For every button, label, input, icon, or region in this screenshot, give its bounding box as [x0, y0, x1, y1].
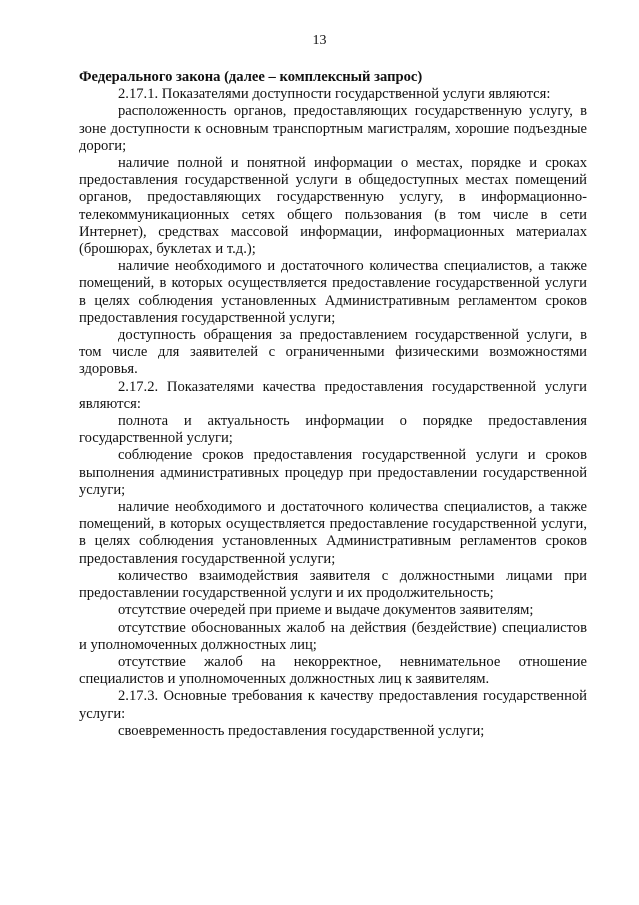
paragraph-accessibility: доступность обращения за предоставлением государственной услуги, в том числе для заявителей с ограниченными физическими возможностями здоровья. — [79, 327, 587, 378]
paragraph-no-incorrect: отсутствие жалоб на некорректное, невнимательное отношение специалистов и уполномоченных должностных лиц к заявителям. — [79, 653, 587, 688]
paragraph-information: наличие полной и понятной информации о местах, порядке и сроках предоставления государственной услуги в общедоступных местах помещений органов, предоставляющих государственную услугу, в информационно-телекоммуникационных сетях общего пользования (в том числе в сети Интернет), средствах массовой информации, информационных материалах (брошюрах, буклетах и т.д.); — [79, 155, 587, 258]
paragraph-2-17-3: 2.17.3. Основные требования к качеству предоставления государственной услуги: — [79, 688, 587, 722]
paragraph-location: расположенность органов, предоставляющих государственную услугу, в зоне доступности к основным транспортным магистралям, хорошие подъездные дороги; — [79, 103, 587, 154]
page-number: 13 — [312, 33, 327, 48]
lead-line: Федерального закона (далее – комплексный запрос) — [79, 69, 423, 85]
paragraph-timeliness: своевременность предоставления государственной услуги; — [118, 722, 485, 739]
paragraph-interactions: количество взаимодействия заявителя с должностными лицами при предоставлении государственной услуги и их продолжительность; — [79, 567, 587, 602]
paragraph-specialists-quality: наличие необходимого и достаточного количества специалистов, а также помещений, в которых осуществляется предоставление государственной услуги, в целях соблюдения установленных Административным регламентов сроков предоставления государственной услуги; — [79, 499, 587, 567]
paragraph-no-queues: отсутствие очередей при приеме и выдаче документов заявителям; — [118, 602, 534, 619]
paragraph-2-17-2: 2.17.2. Показателями качества предоставления государственной услуги являются: — [79, 378, 587, 412]
document-body — [79, 69, 587, 740]
paragraph-deadlines: соблюдение сроков предоставления государственной услуги и сроков выполнения административных процедур при предоставлении государственной услуги; — [79, 447, 587, 498]
paragraph-no-complaints: отсутствие обоснованных жалоб на действия (бездействие) специалистов и уполномоченных должностных лиц; — [79, 619, 587, 653]
paragraph-specialists: наличие необходимого и достаточного количества специалистов, а также помещений, в которых осуществляется предоставление государственной услуги в целях соблюдения установленных Административным регламентом сроков предоставления государственной услуги; — [79, 258, 587, 326]
paragraph-completeness: полнота и актуальность информации о порядке предоставления государственной услуги; — [79, 413, 587, 447]
paragraph-2-17-1: 2.17.1. Показателями доступности государственной услуги являются: — [118, 86, 551, 103]
